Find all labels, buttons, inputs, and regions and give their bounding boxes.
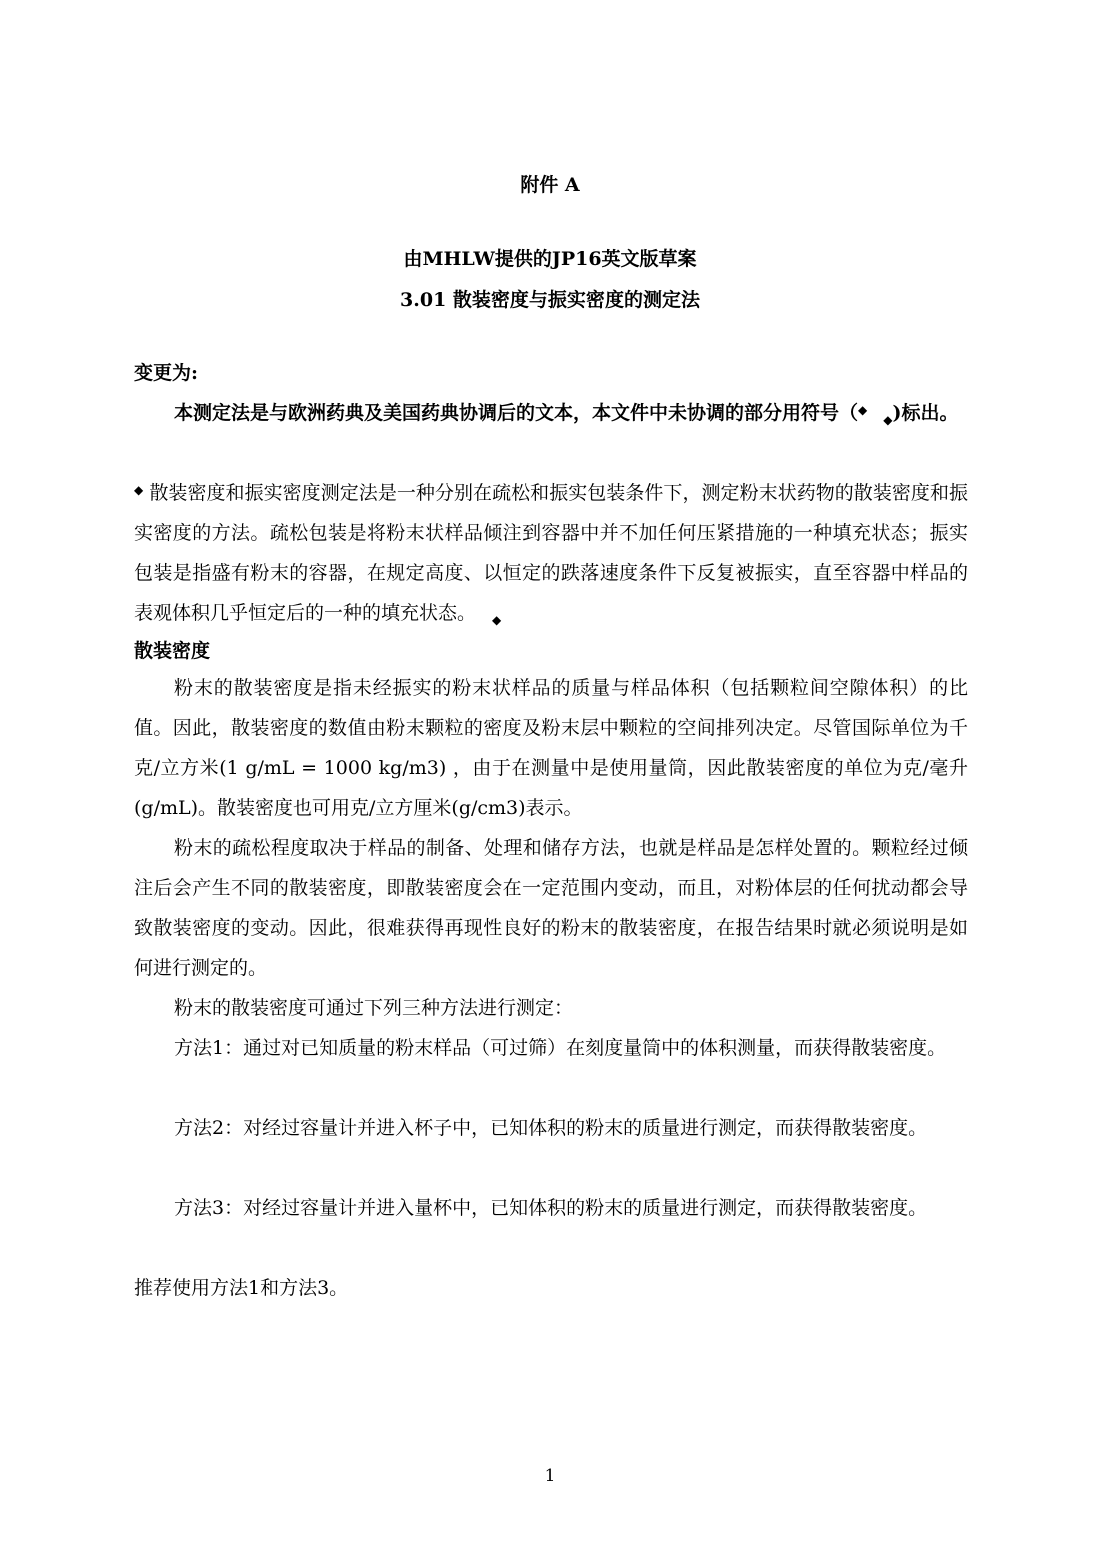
document-subtitle: 由MHLW提供的JP16英文版草案 bbox=[403, 248, 697, 270]
diamond-open-icon: ◆ bbox=[134, 483, 144, 497]
method-1-paragraph: 方法1：通过对已知质量的粉末样品（可过筛）在刻度量筒中的体积测量，而获得散装密度。 bbox=[174, 1037, 947, 1059]
page-number: 1 bbox=[544, 1466, 556, 1486]
body-paragraph: 粉末的疏松程度取决于样品的制备、处理和储存方法，也就是样品是怎样处置的。颗粒经过倾注后会产生不同的散装密度，即散装密度会在一定范围内变动，而且，对粉体层的任何扰动都会导致散装密度的变动。因此，很难获得再现性良好的粉末的散装密度，在报告结果时就必须说明是如何进行测定的。 bbox=[134, 837, 968, 979]
section-heading: 散装密度 bbox=[134, 640, 211, 662]
change-label: 变更为: bbox=[134, 362, 199, 384]
intro-paragraph bbox=[134, 470, 968, 640]
harmonization-note bbox=[134, 390, 968, 440]
intro-text: 散装密度和振实密度测定法是一种分别在疏松和振实包装条件下，测定粉末状药物的散装密度和振实密度的方法。疏松包装是将粉末状样品倾注到容器中并不加任何压紧措施的一种填充状态；振实包装是指盛有粉末的容器，在规定高度、以恒定的跌落速度条件下反复被振实，直至容器中样品的表观体积几乎恒定后的一种的填充状态。 bbox=[134, 482, 969, 624]
diamond-close-icon: ◆ bbox=[883, 413, 893, 427]
diamond-open-icon: ◆ bbox=[858, 403, 868, 417]
recommendation: 推荐使用方法1和方法3。 bbox=[134, 1277, 349, 1299]
body-paragraph: 粉末的散装密度可通过下列三种方法进行测定： bbox=[174, 997, 574, 1019]
method-2-paragraph: 方法2：对经过容量计并进入杯子中，已知体积的粉末的质量进行测定，而获得散装密度。 bbox=[174, 1117, 928, 1139]
harmonization-note-end: )标出。 bbox=[892, 402, 959, 424]
method-3-paragraph: 方法3：对经过容量计并进入量杯中，已知体积的粉末的质量进行测定，而获得散装密度。 bbox=[174, 1197, 928, 1219]
document-title: 3.01 散装密度与振实密度的测定法 bbox=[400, 289, 700, 311]
diamond-close-icon: ◆ bbox=[492, 613, 502, 627]
body-paragraph: 粉末的散装密度是指未经振实的粉末状样品的质量与样品体积（包括颗粒间空隙体积）的比值。因此，散装密度的数值由粉末颗粒的密度及粉末层中颗粒的空间排列决定。尽管国际单位为千克/立方米(1 g/mL = 1000 kg/m3) ，由于在测量中是使用量筒，因此散装密度的单位为克/毫升(g/mL)。散装密度也可用克/立方厘米(g/cm3)表示。 bbox=[134, 677, 968, 819]
harmonization-note-text: 本测定法是与欧洲药典及美国药典协调后的文本，本文件中未协调的部分用符号（ bbox=[174, 402, 859, 424]
annex-label: 附件 A bbox=[520, 174, 580, 196]
